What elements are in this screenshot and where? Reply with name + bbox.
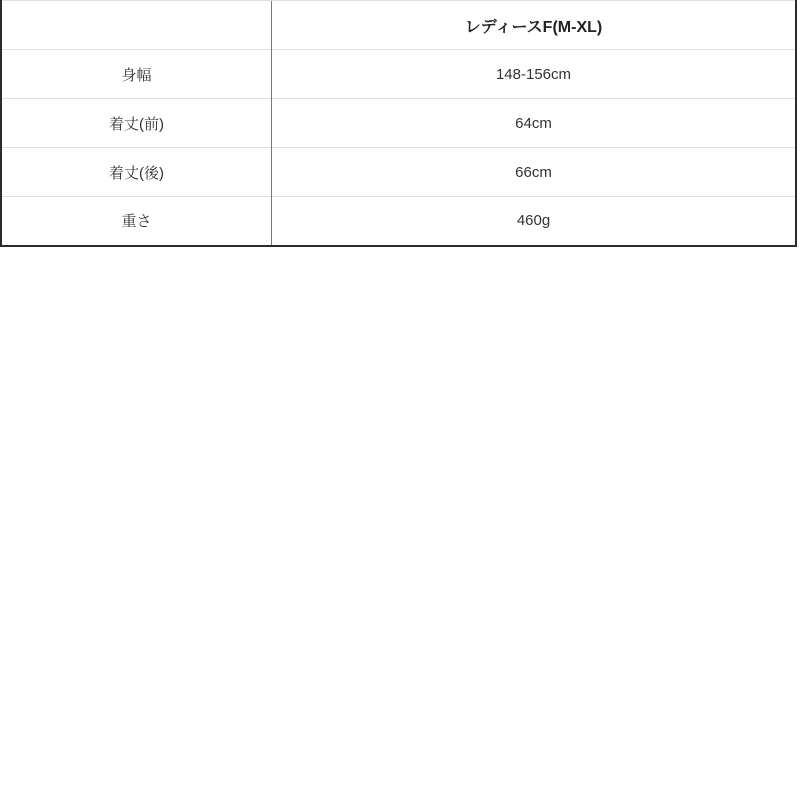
table-row bbox=[1, 197, 796, 246]
spec-value: 66cm bbox=[272, 148, 797, 197]
spec-label: 身幅 bbox=[1, 50, 272, 99]
table-header-row bbox=[1, 1, 796, 50]
spec-label: 重さ bbox=[1, 197, 272, 246]
spec-value: 460g bbox=[272, 197, 797, 246]
spec-value: 64cm bbox=[272, 99, 797, 148]
table-row bbox=[1, 99, 796, 148]
spec-label: 着丈(後) bbox=[1, 148, 272, 197]
table-row bbox=[1, 50, 796, 99]
table-row bbox=[1, 148, 796, 197]
header-corner-cell bbox=[1, 1, 272, 50]
spec-value: 148-156cm bbox=[272, 50, 797, 99]
spec-label: 着丈(前) bbox=[1, 99, 272, 148]
header-size-label: レディースF(M-XL) bbox=[272, 1, 797, 50]
size-spec-table bbox=[0, 0, 797, 247]
